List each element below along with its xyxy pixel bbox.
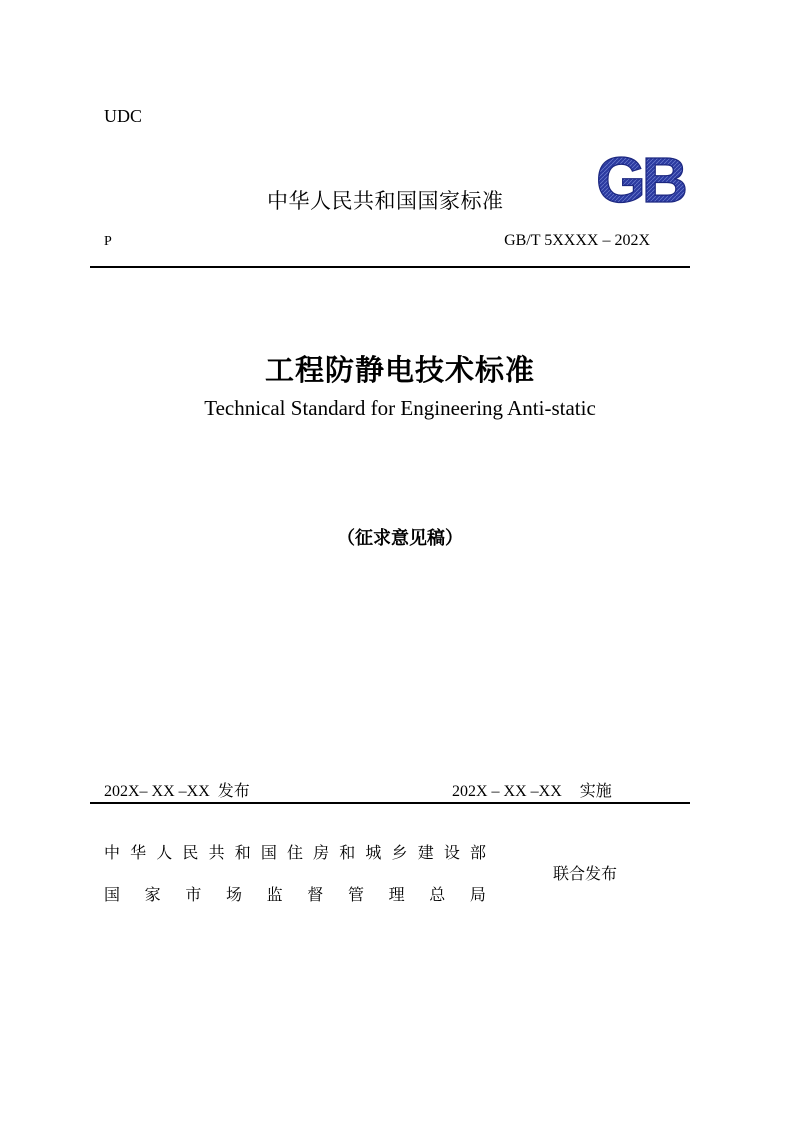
issuer-1-char: 部 — [469, 843, 486, 862]
issuer-2-char: 理 — [388, 885, 405, 904]
issuer-2-char: 国 — [104, 885, 121, 904]
issuer-1-char: 民 — [182, 843, 199, 862]
draft-status: （征求意见稿） — [337, 528, 463, 549]
header-divider — [90, 266, 690, 268]
issuer-2-char: 市 — [185, 885, 202, 904]
issuer-line-1 — [104, 840, 486, 863]
issuer-1-char: 房 — [313, 843, 330, 862]
issuer-1-char: 和 — [339, 843, 356, 862]
udc-label: UDC — [104, 106, 143, 126]
issuer-1-char: 乡 — [391, 843, 408, 862]
issuer-1-char: 共 — [208, 843, 225, 862]
classification-code: P — [104, 234, 112, 249]
issuer-1-char: 城 — [365, 843, 382, 862]
issuer-2-char: 家 — [144, 885, 161, 904]
standard-number: GB/T 5XXXX – 202X — [504, 232, 650, 249]
implement-label: 实施 — [579, 781, 612, 800]
gb-logo — [584, 148, 696, 208]
issuer-2-char: 场 — [225, 885, 242, 904]
document-title-chinese: 工程防静电技术标准 — [264, 353, 535, 387]
issuer-1-char: 建 — [417, 843, 434, 862]
national-standard-heading: 中华人民共和国国家标准 — [267, 189, 504, 213]
publish-date-line — [104, 778, 250, 801]
issuer-1-char: 设 — [443, 843, 460, 862]
issuer-2-char: 总 — [429, 885, 446, 904]
issuer-2-char: 监 — [266, 885, 283, 904]
gb-logo-text: GB — [596, 148, 684, 208]
footer-divider — [90, 802, 690, 804]
issuer-1-char: 和 — [234, 843, 251, 862]
issuer-1-char: 住 — [286, 843, 303, 862]
joint-issue-label: 联合发布 — [553, 864, 618, 883]
issuer-2-char: 督 — [307, 885, 324, 904]
issuer-2-char: 管 — [347, 885, 364, 904]
issuer-1-char: 人 — [156, 843, 173, 862]
issuer-2-char: 局 — [469, 885, 486, 904]
document-title-english: Technical Standard for Engineering Anti-static — [204, 396, 596, 420]
issuer-line-2 — [104, 882, 486, 905]
implement-date-line — [452, 778, 612, 801]
issuer-1-char: 中 — [104, 843, 121, 862]
issuer-1-char: 国 — [260, 843, 277, 862]
issuer-1-char: 华 — [130, 843, 147, 862]
publish-label: 发布 — [217, 781, 250, 800]
implement-date: 202X – XX –XX — [452, 783, 562, 800]
publish-date: 202X– XX –XX — [104, 783, 210, 800]
